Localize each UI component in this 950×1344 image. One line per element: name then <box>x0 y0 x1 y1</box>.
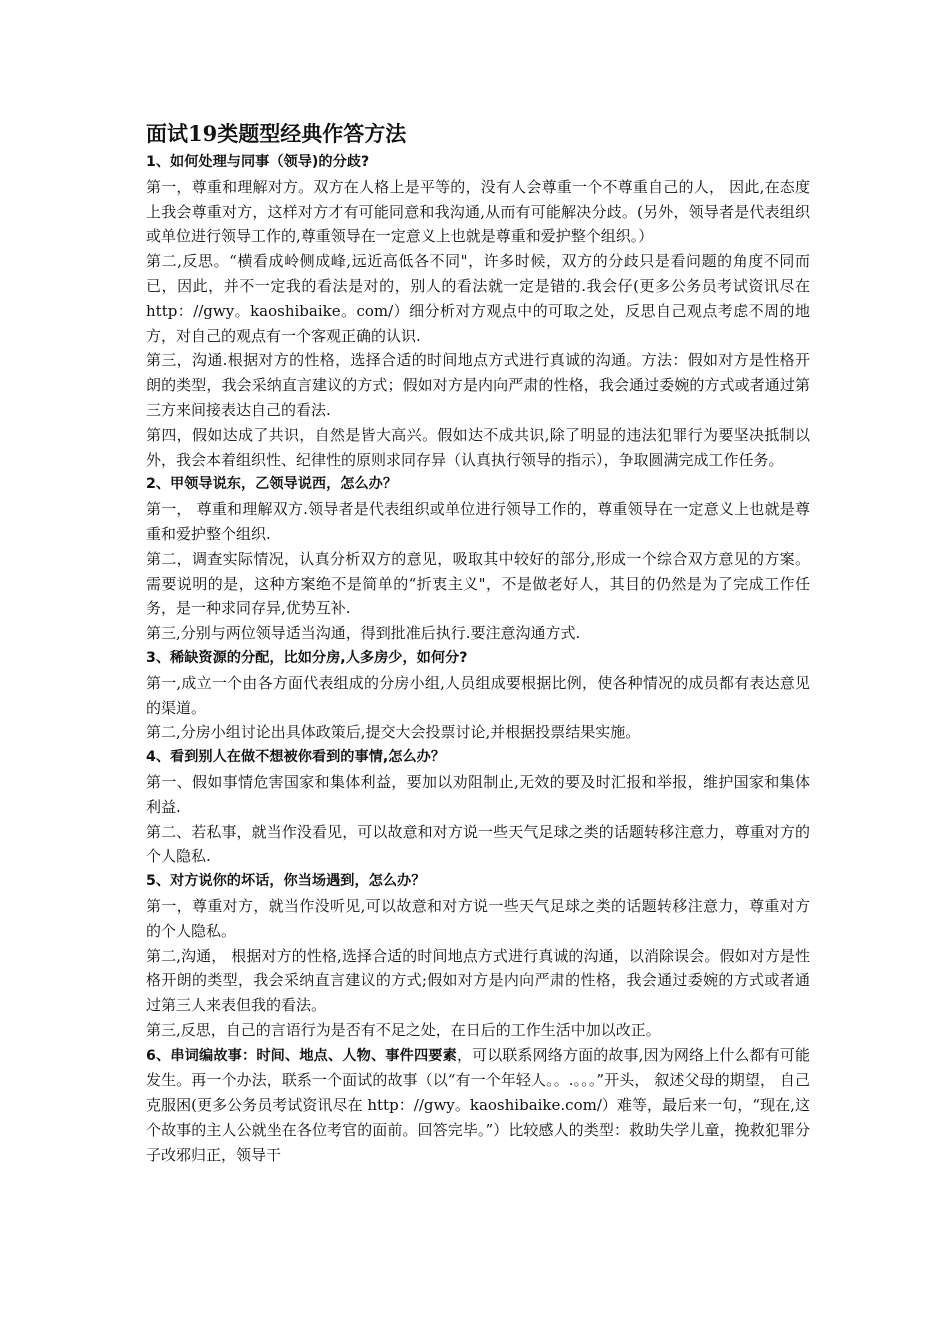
paragraph: 第一，尊重对方，就当作没听见,可以故意和对方说一些天气足球之类的话题转移注意力，尊重对方的个人隐私。 <box>146 896 810 940</box>
paragraph: 第三,反思，自己的言语行为是否有不足之处，在日后的工作生活中加以改正。 <box>146 1020 661 1039</box>
question-heading: 4、看到别人在做不想被你看到的事情,怎么办？ <box>146 749 446 766</box>
paragraph-text: ，可以联系网络方面的故事,因为网络上什么都有可能发生。再一个办法，联系一个面试的故事（以“有一个年轻人。。.。。。”开头， 叙述父母的期望， 自己克服困(更多公务员考试资讯尽在 http：//gwy。kaoshibaike.com/）难等，最后来一句，“现在,这个故事的主人公就坐在各位考官的面前。回答完毕。”）比较感人的类型：救助失学儿童，挽救犯罪分子改邪归正，领导干 <box>146 1045 810 1164</box>
paragraph: 第二,分房小组讨论出具体政策后,提交大会投票讨论,并根据投票结果实施。 <box>146 723 641 742</box>
question-heading: 6、串词编故事：时间、地点、人物、事件四要素 <box>146 1047 457 1064</box>
document-title: 面试19类题型经典作答方法 <box>146 121 407 146</box>
section-4 <box>146 745 810 869</box>
paragraph <box>146 1043 810 1168</box>
paragraph: 第三，沟通.根据对方的性格，选择合适的时间地点方式进行真诚的沟通。方法：假如对方是性格开朗的类型，我会采纳直言建议的方式；假如对方是内向严肃的性格，我会通过委婉的方式或者通过第三方来间接表达自己的看法. <box>146 351 810 419</box>
paragraph: 第二,反思。“横看成岭侧成峰,远近高低各不同"，许多时候，双方的分歧只是看问题的角度不同而已，因此，并不一定我的看法是对的，别人的看法就一定是错的.我会仔(更多公务员考试资讯尽在 http：//gwy。kaoshibaike。com/）细分析对方观点中的可取之处，反思自己观点考虑不周的地方，对自己的观点有一个客观正确的认识. <box>146 252 810 345</box>
question-heading: 1、如何处理与同事（领导)的分歧? <box>146 154 370 170</box>
paragraph: 第一，尊重和理解对方。双方在人格上是平等的，没有人会尊重一个不尊重自己的人， 因此,在态度上我会尊重对方，这样对方才有可能同意和我沟通,从而有可能解决分歧。(另外，领导者是代表组织或单位进行领导工作的,尊重领导在一定意义上也就是尊重和爱护整个组织。） <box>146 177 810 246</box>
question-heading: 5、对方说你的坏话，你当场遇到，怎么办？ <box>146 873 426 890</box>
paragraph: 第一、假如事情危害国家和集体利益，要加以劝阻制止,无效的要及时汇报和举报，维护国家和集体利益. <box>146 772 810 816</box>
paragraph: 第一,成立一个由各方面代表组成的分房小组,人员组成要根据比例，使各种情况的成员都有表达意见的渠道。 <box>146 673 810 717</box>
paragraph: 第四，假如达成了共识，自然是皆大高兴。假如达不成共识,除了明显的违法犯罪行为要坚决抵制以外，我会本着组织性、纪律性的原则求同存异（认真执行领导的指示），争取圆满完成工作任务。 <box>146 425 810 469</box>
paragraph: 第二、若私事，就当作没看见，可以故意和对方说一些天气足球之类的话题转移注意力，尊重对方的个人隐私. <box>146 822 810 866</box>
section-5 <box>146 869 810 1043</box>
section-2 <box>146 472 810 646</box>
section-6 <box>146 1043 810 1168</box>
paragraph: 第一， 尊重和理解双方.领导者是代表组织或单位进行领导工作的，尊重领导在一定意义上也就是尊重和爱护整个组织. <box>146 500 810 543</box>
paragraph: 第三,分别与两位领导适当沟通，得到批准后执行.要注意沟通方式. <box>146 624 581 643</box>
question-heading: 3、稀缺资源的分配，比如分房,人多房少，如何分? <box>146 649 468 666</box>
question-heading: 2、甲领导说东，乙领导说西，怎么办？ <box>146 476 398 493</box>
paragraph: 第二,沟通， 根据对方的性格,选择合适的时间地点方式进行真诚的沟通，以消除误会。假如对方是性格开朗的类型，我会采纳直言建议的方式;假如对方是内向严肃的性格，我会通过委婉的方式或者通过第三人来表但我的看法。 <box>146 946 810 1015</box>
paragraph: 第二，调查实际情况，认真分析双方的意见，吸取其中较好的部分,形成一个综合双方意见的方案。需要说明的是，这种方案绝不是简单的“折衷主义"，不是做老好人，其目的仍然是为了完成工作任务，是一种求同存异,优势互补. <box>146 549 810 618</box>
section-3 <box>146 646 810 745</box>
section-1 <box>146 150 810 472</box>
